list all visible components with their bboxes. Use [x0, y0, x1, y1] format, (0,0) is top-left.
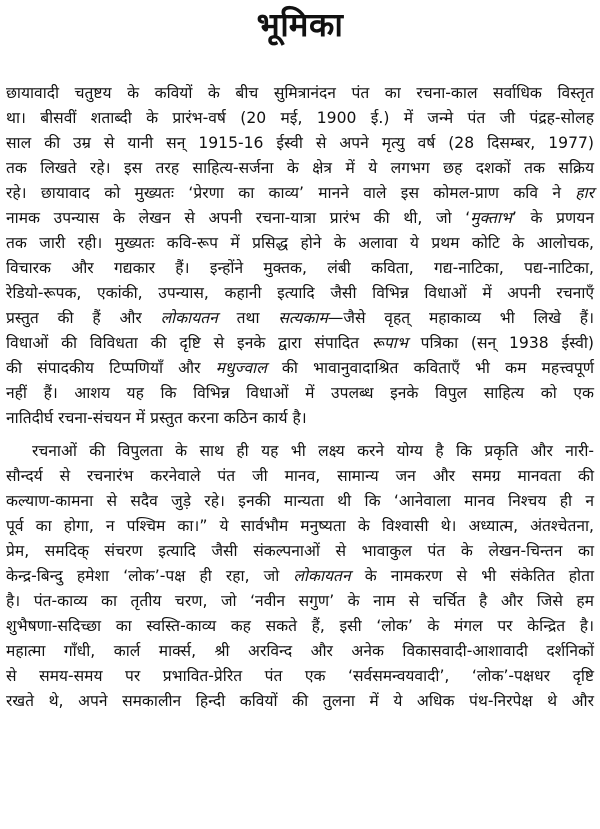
paragraph: [6, 81, 594, 431]
text-line: [6, 256, 594, 281]
text-run: रेडियो-रूपक, एकांकी, उपन्यास, कहानी इत्यादि जैसी विभिन्न विधाओं में अपनी रचनाएँ: [6, 284, 594, 302]
text-line: [6, 464, 594, 489]
text-line: [6, 206, 594, 231]
page-title: भूमिका: [256, 5, 344, 44]
text-line: [6, 281, 594, 306]
italic-title: रूपाभ: [371, 334, 408, 352]
text-run: —जैसे वृहत् महाकाव्य भी लिखे हैं।: [327, 309, 594, 327]
text-run: सौन्दर्य से रचनारंभ करनेवाले पंत जी मानव, सामान्य जन और समग्र मानवता की: [6, 467, 594, 485]
text-line: [6, 181, 594, 206]
text-line: [6, 539, 594, 564]
italic-title: लोकायतन: [293, 567, 351, 585]
text-run: नहीं हैं। आशय यह कि विभिन्न विधाओं में उपलब्ध इनके विपुल साहित्य को एक: [6, 384, 594, 402]
text-run: तक जारी रही। मुख्यतः कवि-रूप में प्रसिद्ध होने के अलावा ये प्रथम कोटि के आलोचक,: [6, 234, 594, 252]
italic-title: मुक्ताभ: [470, 209, 512, 227]
text-run: पत्रिका (सन् 1938 ईस्वी): [407, 334, 595, 352]
text-line: [6, 131, 594, 156]
text-line: [6, 331, 594, 356]
text-run: विधाओं की विविधता की दृष्टि से इनके द्वारा संपादित: [6, 334, 372, 352]
text-line: [6, 639, 594, 664]
text-line: [6, 106, 594, 131]
text-run: शुभैषणा-सदिच्छा का स्वस्ति-काव्य कह सकते हैं, इसी ‘लोक’ के मंगल पर केन्द्रित है।: [6, 617, 594, 635]
text-line: [6, 564, 594, 589]
italic-title: लोकायतन: [160, 309, 218, 327]
text-run: केन्द्र-बिन्दु हमेशा ‘लोक’-पक्ष ही रहा, जो: [6, 567, 294, 585]
text-run: की भावानुवादाश्रित कविताएँ भी कम महत्त्वपूर्ण: [266, 359, 594, 377]
text-run: था। बीसवीं शताब्दी के प्रारंभ-वर्ष (20 मई, 1900 ई.) में जन्मे पंत जी पंद्रह-सोलह: [6, 109, 594, 127]
text-run: छायावादी चतुष्टय के कवियों के बीच सुमित्रानंदन पंत का रचना-काल सर्वाधिक विस्तृत: [6, 84, 594, 102]
paragraph: [6, 439, 594, 714]
text-line: [6, 689, 594, 714]
text-run: ’ के प्रणयन: [511, 209, 594, 227]
text-run: तथा: [217, 309, 279, 327]
text-run: नामक उपन्यास के लेखन से अपनी रचना-यात्रा प्रारंभ की थी, जो ‘: [6, 209, 471, 227]
text-line: [6, 356, 594, 381]
text-run: रचनाओं की विपुलता के साथ ही यह भी लक्ष्य करने योग्य है कि प्रकृति और नारी-: [32, 442, 594, 460]
text-run: विचारक और गद्यकार हैं। इन्होंने मुक्तक, लंबी कविता, गद्य-नाटिका, पद्य-नाटिका,: [6, 259, 594, 277]
text-line: [6, 589, 594, 614]
paragraph-gap: [6, 431, 594, 439]
italic-title: मधुज्वाल: [215, 359, 267, 377]
text-line: [6, 306, 594, 331]
italic-title: हार: [575, 184, 594, 202]
text-run: महात्मा गाँधी, कार्ल मार्क्स, श्री अरविन्द और अनेक विकासवादी-आशावादी दर्शनिकों: [6, 642, 594, 660]
text-line: [6, 81, 594, 106]
text-run: की संपादकीय टिप्पणियाँ और: [6, 359, 216, 377]
text-run: प्रस्तुत की हैं और: [6, 309, 161, 327]
text-run: रहे। छायावाद को मुख्यतः ‘प्रेरणा का काव्य’ मानने वाले इस कोमल-प्राण कवि ने: [6, 184, 576, 202]
text-line: [6, 514, 594, 539]
italic-title: सत्यकाम: [278, 309, 328, 327]
text-line: [6, 439, 594, 464]
body-text: [6, 81, 594, 714]
text-run: नातिदीर्घ रचना-संचयन में प्रस्तुत करना कठिन कार्य है।: [6, 409, 307, 427]
text-line: [6, 381, 594, 406]
text-run: के नामकरण से भी संकेतित होता: [350, 567, 594, 585]
text-run: रखते थे, अपने समकालीन हिन्दी कवियों की तुलना में ये अधिक पंथ-निरपेक्ष थे और: [6, 692, 594, 710]
text-run: तक लिखते रहे। इस तरह साहित्य-सर्जना के क्षेत्र में ये लगभग छह दशकों तक सक्रिय: [6, 159, 594, 177]
text-run: पूर्व का होगा, न पश्चिम का।” ये सार्वभौम मनुष्यता के विश्वासी थे। अध्यात्म, अंतश्चेतना,: [6, 517, 594, 535]
text-run: साल की उम्र से यानी सन् 1915-16 ईस्वी से अपने मृत्यु वर्ष (28 दिसम्बर, 1977): [6, 134, 594, 152]
text-run: से समय-समय पर प्रभावित-प्रेरित पंत एक ‘सर्वसमन्वयवादी’, ‘लोक’-पक्षधर दृष्टि: [6, 667, 594, 685]
text-line: [6, 489, 594, 514]
text-line: [6, 614, 594, 639]
text-line: [6, 406, 594, 431]
text-line: [6, 156, 594, 181]
text-run: है। पंत-काव्य का तृतीय चरण, जो ‘नवीन सगुण’ के नाम से चर्चित है और जिसे हम: [6, 592, 594, 610]
text-run: कल्याण-कामना से सदैव जुड़े रहे। इनकी मान्यता थी कि ‘आनेवाला मानव निश्चय ही न: [6, 492, 594, 510]
text-run: प्रेम, समदिक् संचरण इत्यादि जैसी संकल्पनाओं से भावाकुल पंत के लेखन-चिन्तन का: [6, 542, 594, 560]
text-line: [6, 231, 594, 256]
text-line: [6, 664, 594, 689]
